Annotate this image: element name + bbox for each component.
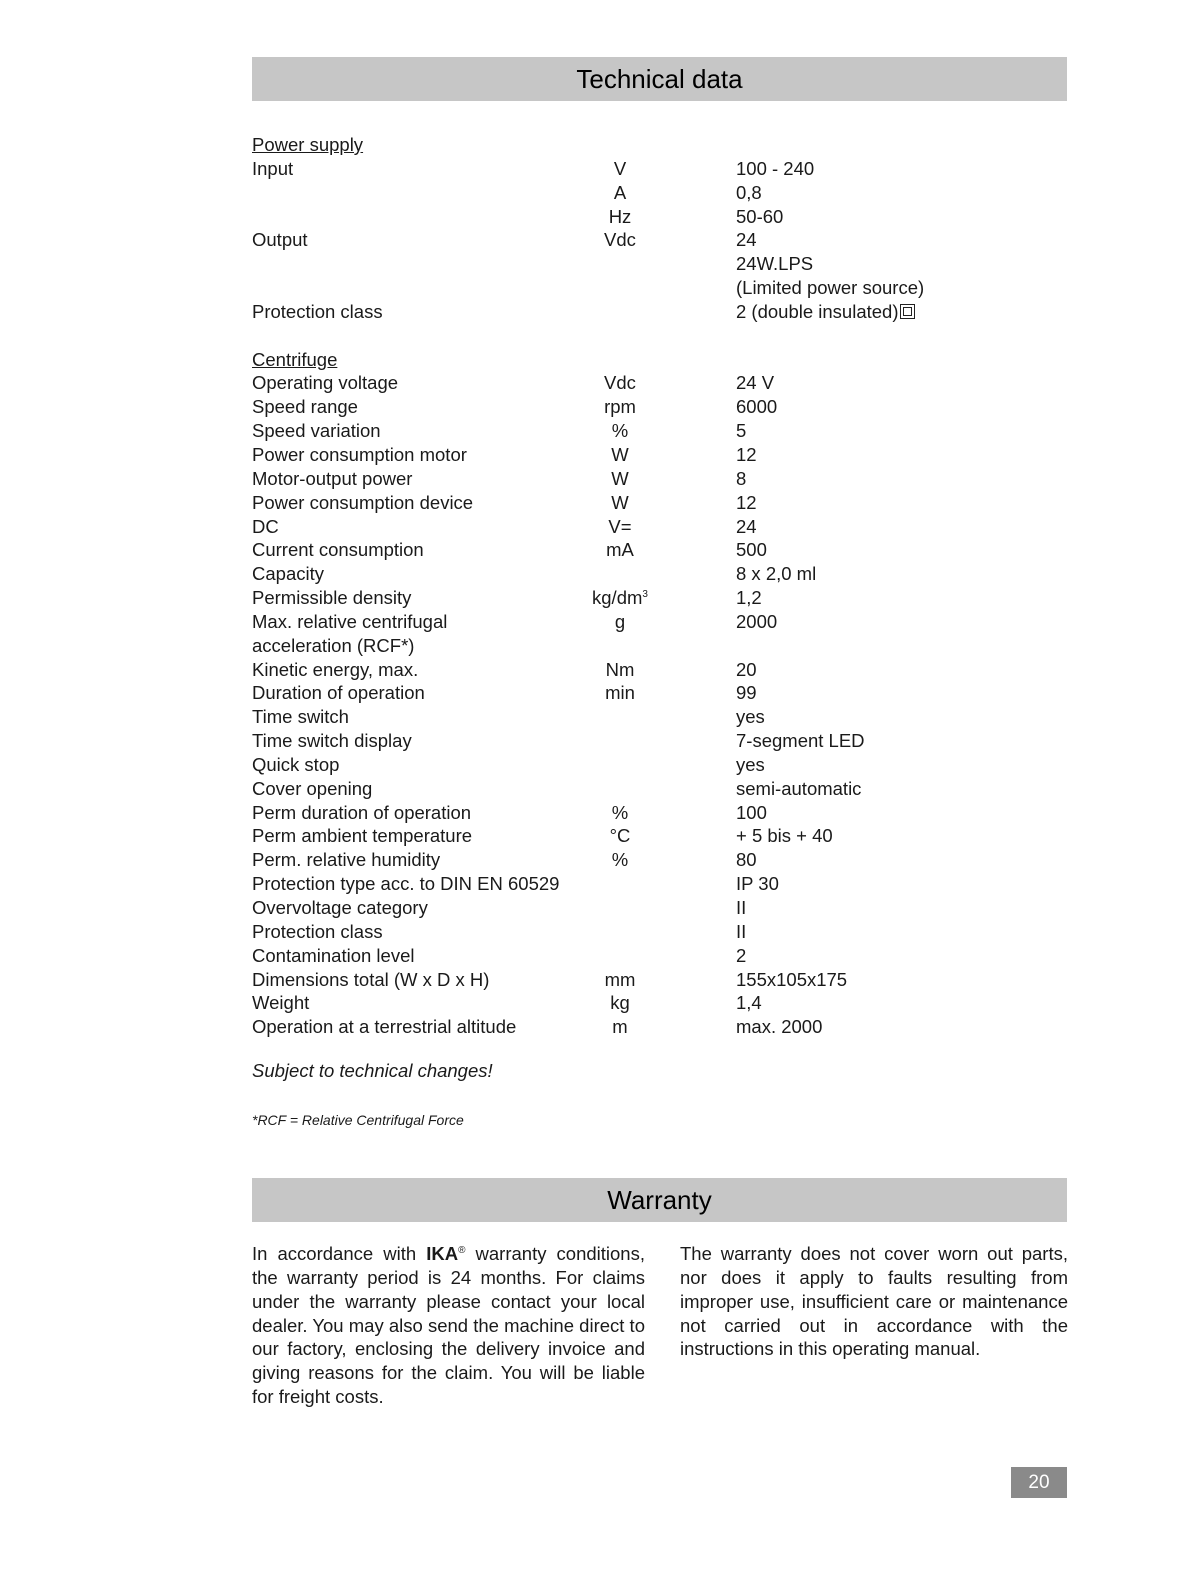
spec-unit: V=: [608, 515, 632, 537]
spec-value: 24: [736, 515, 757, 537]
spec-label: Speed variation: [252, 420, 381, 442]
spec-value: 2 (double insulated): [736, 300, 915, 324]
registered-mark: ®: [458, 1245, 466, 1256]
spec-label: Quick stop: [252, 753, 340, 775]
spec-unit: °C: [609, 825, 631, 847]
spec-row: [252, 228, 952, 252]
spec-label: Perm. relative humidity: [252, 849, 441, 871]
warranty-text-left: [252, 1242, 645, 1409]
spec-value: + 5 bis + 40: [736, 825, 833, 847]
spec-label: Permissible density: [252, 587, 412, 609]
spec-unit: rpm: [604, 396, 636, 418]
spec-row: [252, 920, 952, 944]
spec-label: Speed range: [252, 396, 358, 418]
warranty-body: warranty conditions, the warranty period is 24 months. For claims under the warranty please contact your local dealer. You may also send the machine direct to our factory, enclosing the delivery invoice and giving reasons for the claim. You will be liable for freight costs.: [252, 1243, 645, 1408]
spec-unit: g: [614, 610, 626, 632]
spec-label: Perm ambient temperature: [252, 825, 473, 847]
double-insulation-icon: [900, 304, 915, 319]
spec-row: [252, 1015, 952, 1039]
brand-name: IKA: [426, 1243, 459, 1264]
spec-label: Overvoltage category: [252, 897, 428, 918]
spec-label: Operation at a terrestrial altitude: [252, 1016, 517, 1038]
spec-row: [252, 872, 952, 896]
spec-row: [252, 181, 952, 205]
spec-label: Contamination level: [252, 944, 415, 966]
spec-value: 155x105x175: [736, 968, 848, 990]
spec-row: [252, 944, 952, 968]
spec-row: [252, 467, 952, 491]
spec-row: [252, 681, 952, 705]
spec-row: [252, 634, 952, 658]
spec-value: 5: [736, 420, 747, 442]
spec-row: [252, 753, 952, 777]
spec-value: 80: [736, 849, 757, 871]
spec-label: Motor-output power: [252, 467, 413, 489]
spec-value: 100: [736, 801, 767, 823]
spec-label: Duration of operation: [252, 682, 425, 704]
spec-unit: m: [612, 1016, 628, 1038]
spec-unit: $kg/dm^3$: [592, 587, 648, 609]
spec-label: Perm duration of operation: [252, 801, 472, 823]
spec-label: Operating voltage: [252, 372, 399, 394]
spec-label: Weight: [252, 992, 310, 1014]
spec-value: yes: [736, 706, 765, 728]
spec-unit: %: [611, 420, 629, 442]
spec-row: [252, 610, 952, 634]
spec-row: [252, 848, 952, 872]
spec-unit: mA: [606, 539, 634, 561]
spec-label: Time switch: [252, 706, 349, 728]
power-supply-section: [252, 133, 952, 1039]
section-title-power-supply: Power supply: [252, 134, 364, 155]
spec-value: 0,8: [736, 181, 762, 203]
subject-note: Subject to technical changes!: [252, 1060, 493, 1081]
technical-data-heading: Technical data: [252, 57, 1067, 101]
spec-label: Cover opening: [252, 777, 373, 799]
spec-unit: Hz: [608, 205, 632, 227]
spec-label: Time switch display: [252, 730, 412, 752]
spec-unit: Vdc: [604, 372, 636, 394]
spec-label: Protection type acc. to DIN EN 60529: [252, 873, 560, 895]
spec-row: [252, 658, 952, 682]
spec-row: [252, 276, 952, 300]
spec-value: 500: [736, 539, 767, 561]
unit-superscript: 3: [642, 589, 648, 601]
spec-value: 1,4: [736, 992, 762, 1014]
warranty-heading: Warranty: [252, 1178, 1067, 1222]
spec-label: Power consumption device: [252, 491, 474, 513]
spec-value: max. 2000: [736, 1016, 823, 1038]
spec-label: Kinetic energy, max.: [252, 658, 419, 680]
spec-row: [252, 824, 952, 848]
spec-row: [252, 896, 952, 920]
spec-row: [252, 419, 952, 443]
spec-value: II: [736, 897, 747, 918]
spec-label: Power consumption motor: [252, 443, 467, 465]
spec-row: [252, 538, 952, 562]
warranty-text-right: The warranty does not cover worn out parts, nor does it apply to faults resulting from improper use, insufficient care or maintenance not carried out in accordance with the instructions in this operating manual.: [680, 1243, 1068, 1360]
spec-value: 50-60: [736, 205, 784, 227]
spec-unit: Vdc: [604, 229, 636, 251]
spec-row: [252, 252, 952, 276]
spec-unit: kg: [610, 992, 630, 1014]
spec-value: 24 V: [736, 372, 775, 394]
spec-row: [252, 991, 952, 1015]
spec-unit: A: [613, 181, 627, 203]
spec-label: acceleration (RCF*): [252, 634, 415, 656]
spec-value: 12: [736, 491, 757, 513]
spec-row: [252, 443, 952, 467]
spec-unit: mm: [604, 968, 636, 990]
spec-label: Protection class: [252, 920, 383, 942]
spec-label: Dimensions total (W x D x H): [252, 968, 490, 990]
spec-row: [252, 968, 952, 992]
spec-unit: %: [611, 849, 629, 871]
spec-row: [252, 515, 952, 539]
spec-unit: %: [611, 801, 629, 823]
section-title-centrifuge: Centrifuge: [252, 348, 338, 370]
spec-value: semi-automatic: [736, 777, 862, 799]
spec-row: [252, 586, 952, 610]
spec-unit: W: [611, 443, 629, 465]
rcf-footnote: *RCF = Relative Centrifugal Force: [252, 1112, 464, 1128]
spec-value: (Limited power source): [736, 277, 925, 299]
page-number: 20: [1011, 1467, 1067, 1498]
spec-row: [252, 395, 952, 419]
spec-row: [252, 777, 952, 801]
spec-value: 2: [736, 944, 747, 966]
spec-value: 24W.LPS: [736, 253, 814, 275]
spec-value: 12: [736, 443, 757, 465]
spec-unit: Nm: [605, 658, 635, 680]
spec-row: [252, 371, 952, 395]
spec-value: 8: [736, 467, 747, 489]
spec-row: [252, 729, 952, 753]
spec-unit: W: [611, 491, 629, 513]
warranty-intro: In accordance with: [252, 1243, 427, 1264]
spec-label: Input: [252, 157, 294, 179]
spec-label: Current consumption: [252, 539, 424, 561]
spec-unit: W: [611, 467, 629, 489]
spec-unit: V: [613, 157, 627, 179]
spec-value: 6000: [736, 396, 778, 418]
spec-value: 20: [736, 658, 757, 680]
spec-value: IP 30: [736, 873, 779, 895]
spec-label: Max. relative centrifugal: [252, 610, 448, 632]
spec-value: yes: [736, 753, 765, 775]
spec-row: [252, 157, 952, 181]
spec-unit: min: [605, 682, 635, 704]
spec-row: [252, 300, 952, 324]
spec-value: 100 - 240: [736, 157, 815, 179]
spec-row: [252, 705, 952, 729]
spec-value: 2000: [736, 610, 778, 632]
spec-row: [252, 562, 952, 586]
spec-label: Capacity: [252, 563, 324, 585]
spec-value: II: [736, 920, 747, 942]
spec-value: 99: [736, 682, 757, 704]
spec-label: DC: [252, 515, 279, 537]
spec-value: 1,2: [736, 587, 762, 609]
spec-label: Protection class: [252, 300, 383, 322]
spec-row: [252, 801, 952, 825]
spec-value: 8 x 2,0 ml: [736, 563, 817, 585]
spec-row: [252, 205, 952, 229]
spec-row: [252, 491, 952, 515]
spec-value: 24: [736, 229, 757, 251]
spec-label: Output: [252, 229, 308, 251]
spec-value: 7-segment LED: [736, 730, 865, 752]
